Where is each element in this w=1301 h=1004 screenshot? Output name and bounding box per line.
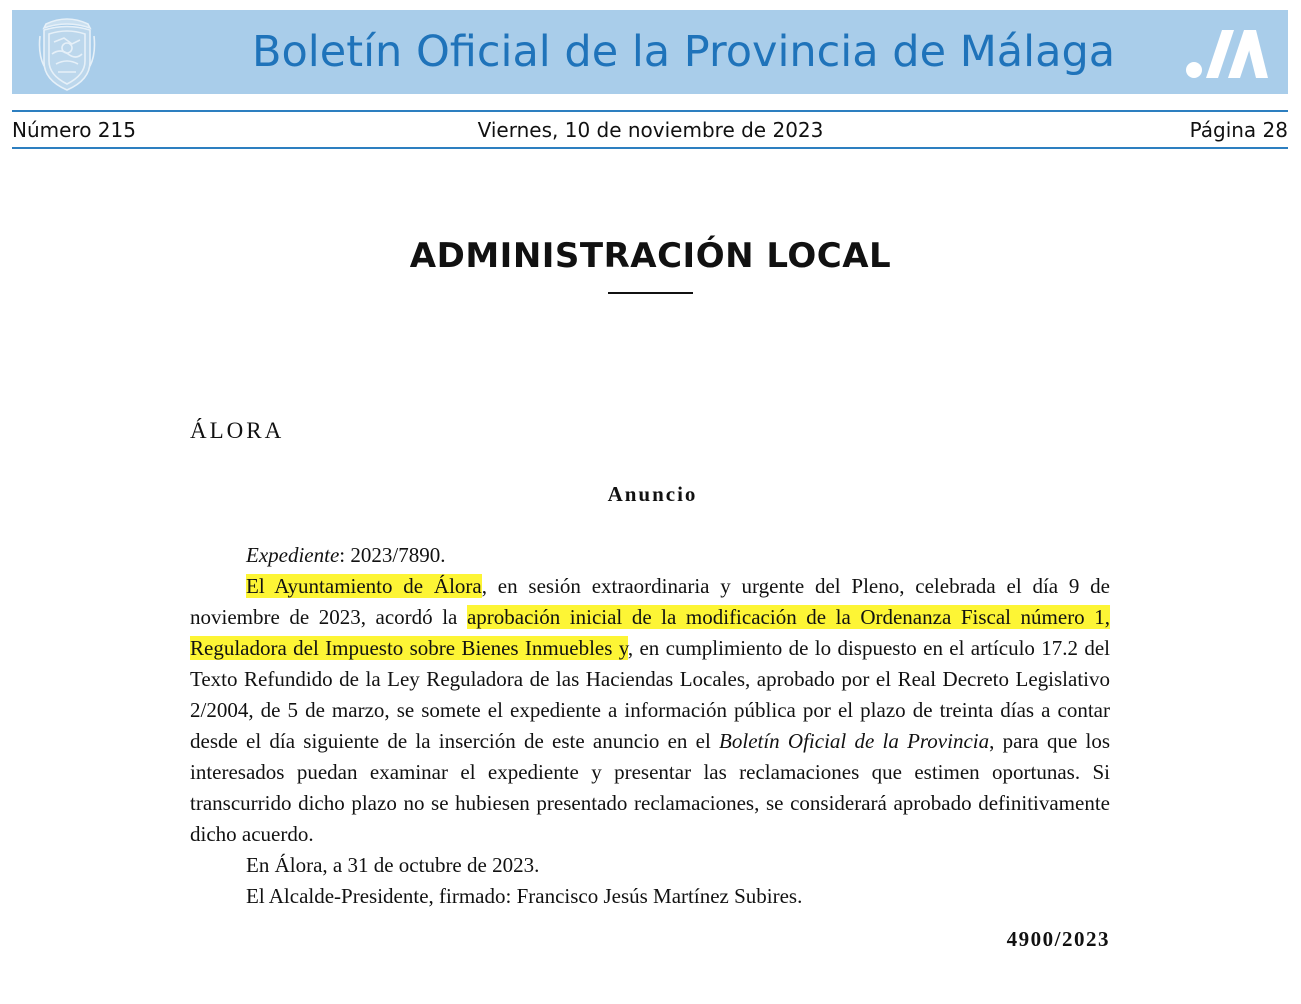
page-number: Página 28: [1189, 118, 1288, 142]
provincial-coat-of-arms-icon: [38, 14, 96, 92]
header-rule-bottom: [12, 147, 1288, 149]
paragraph-text-1: , en sesión extraordinaria y urgente del Pleno, celebrada el día 9 de noviembre de 2023, acordó la: [190, 574, 1111, 629]
paragraph-text-2: , en cumplimiento de lo dispuesto en el artículo 17.2 del Texto Refundido de la Ley Reguladora de las Haciendas Locales, aprobado por el Real Decreto Legislativo 2/2004, de 5 de marzo, se somete el expediente a información pública por el plazo de treinta días a contar desde el día siguiente de la inserción de este anuncio en el: [190, 636, 1110, 753]
file-label: Expediente: [246, 543, 340, 567]
place-date: En Álora, a 31 de octubre de 2023.: [246, 853, 540, 877]
highlight-aprobacion: aprobación inicial de la modificación de la Ordenanza Fiscal número 1, Reguladora del Impuesto sobre Bienes Inmuebles y: [190, 605, 1110, 660]
notice-type: Anuncio: [607, 482, 698, 506]
file-separator: :: [339, 543, 351, 567]
bulletin-title: Boletín Oficial de la Provincia de Málaga: [252, 27, 1116, 77]
section-divider: [608, 292, 693, 294]
signature: El Alcalde-Presidente, firmado: Francisco Jesús Martínez Subires.: [246, 884, 803, 908]
section-title: ADMINISTRACIÓN LOCAL: [409, 236, 892, 276]
file-number: 2023/7890.: [350, 543, 446, 567]
bopma-logo-icon: [1184, 26, 1268, 80]
notice-reference-number: 4900/2023: [1006, 927, 1110, 951]
notice-body: [190, 540, 1110, 955]
municipality-heading: ÁLORA: [190, 418, 285, 443]
masthead-banner: [12, 10, 1288, 94]
bulletin-name-italic: Boletín Oficial de la Provincia: [719, 729, 990, 753]
highlight-ayuntamiento: El Ayuntamiento de Álora: [246, 574, 482, 598]
issue-date: Viernes, 10 de noviembre de 2023: [477, 118, 824, 142]
main-paragraph: [190, 571, 1110, 850]
paragraph-text-3: , para que los interesados puedan examinar el expediente y presentar las reclamaciones que estimen oportunas. Si transcurrido dicho plazo no se hubiesen presentado reclamaciones, se considerará aprobado definitivamente dicho acuerdo.: [190, 729, 1110, 846]
header-rule-top: [12, 110, 1288, 112]
issue-number: Número 215: [12, 118, 136, 142]
file-reference: [190, 540, 1110, 571]
